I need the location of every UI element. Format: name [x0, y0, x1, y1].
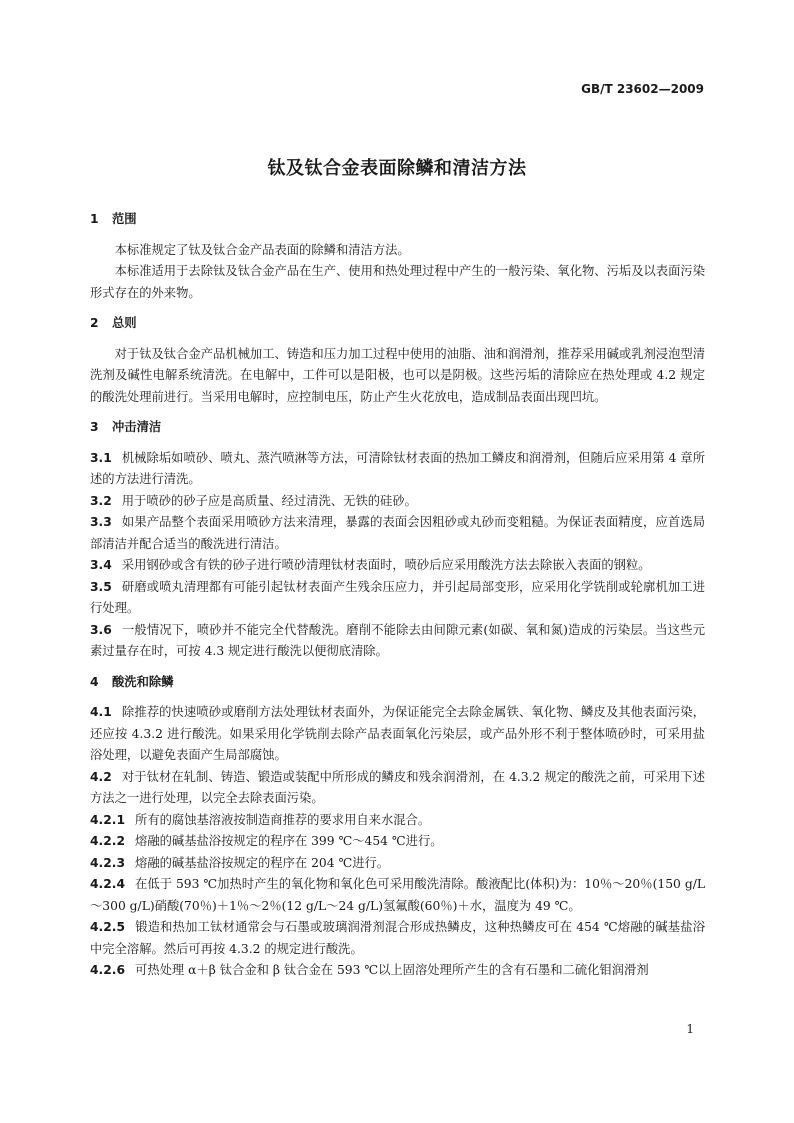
clause-3-3: 3.3 如果产品整个表面采用喷砂方法来清理，暴露的表面会因粗砂或丸砂而变粗糙。为保证表面精度，应首选局部清洁并配合适当的酸洗进行清洁。 — [90, 515, 705, 551]
clause-4-1: 4.1 除推荐的快速喷砂或磨削方法处理钛材表面外，为保证能完全去除金属铁、氧化物、鳞皮及其他表面污染，还应按 4.3.2 进行酸洗。如果采用化学铣削去除产品表面氧化污染层，或产品外形不利于整体喷砂时，可采用盐浴处理，以避免表面产生局部腐蚀。 — [90, 705, 705, 762]
section-heading-3: 3 冲击清洁 — [90, 420, 162, 434]
clause-4-2-6: 4.2.6 可热处理 α＋β 钛合金和 β 钛合金在 593 ℃以上固溶处理所产生的含有石墨和二硫化钼润滑剂 — [90, 963, 649, 977]
clause-3-5: 3.5 研磨或喷丸清理都有可能引起钛材表面产生残余压应力，并引起局部变形，应采用化学铣削或轮廓机加工进行处理。 — [90, 579, 705, 615]
paragraph: 本标准规定了钛及钛合金产品表面的除鳞和清洁方法。 — [114, 242, 410, 257]
document-body — [90, 209, 705, 982]
paragraph: 本标准适用于去除钛及钛合金产品在生产、使用和热处理过程中产生的一般污染、氧化物、污垢及以表面污染形式存在的外来物。 — [90, 264, 705, 300]
section-heading-1: 1 范围 — [90, 212, 137, 226]
paragraph: 对于钛及钛合金产品机械加工、铸造和压力加工过程中使用的油脂、油和润滑剂，推荐采用碱或乳剂浸泡型清洗剂及碱性电解系统清洗。在电解中，工件可以是阳极，也可以是阴极。这些污垢的清除应在热处理或 4.2 规定的酸洗处理前进行。当采用电解时，应控制电压，防止产生火花放电，造成制品表面出现凹坑。 — [90, 346, 705, 404]
clause-3-4: 3.4 采用钢砂或含有铁的砂子进行喷砂清理钛材表面时，喷砂后应采用酸洗方法去除嵌入表面的钢粒。 — [90, 558, 651, 572]
section-heading-2: 2 总则 — [90, 316, 137, 330]
clause-4-2-5: 4.2.5 锻造和热加工钛材通常会与石墨或玻璃润滑剂混合形成热鳞皮，这种热鳞皮可在 454 ℃熔融的碱基盐浴中完全溶解。然后可再按 4.3.2 的规定进行酸洗。 — [90, 920, 705, 956]
clause-3-1: 3.1 机械除垢如喷砂、喷丸、蒸汽喷淋等方法，可清除钛材表面的热加工鳞皮和润滑剂，但随后应采用第 4 章所述的方法进行清洗。 — [90, 450, 705, 486]
clause-3-6: 3.6 一般情况下，喷砂并不能完全代替酸洗。磨削不能除去由间隙元素(如碳、氧和氮)造成的污染层。当这些元素过量存在时，可按 4.3 规定进行酸洗以便彻底清除。 — [90, 622, 705, 658]
page-number: 1 — [686, 1022, 694, 1036]
standard-number: GB/T 23602—2009 — [581, 82, 704, 96]
clause-4-2-3: 4.2.3 熔融的碱基盐浴按规定的程序在 204 ℃进行。 — [90, 855, 390, 870]
clause-4-2-2: 4.2.2 熔融的碱基盐浴按规定的程序在 399 ℃～454 ℃进行。 — [90, 834, 443, 848]
clause-4-2: 4.2 对于钛材在轧制、铸造、锻造或装配中所形成的鳞皮和残余润滑剂，在 4.3.2 规定的酸洗之前，可采用下述方法之一进行处理，以完全去除表面污染。 — [90, 769, 705, 805]
clause-4-2-1: 4.2.1 所有的腐蚀基溶液按制造商推荐的要求用自来水混合。 — [90, 812, 431, 827]
clause-4-2-4: 4.2.4 在低于 593 ℃加热时产生的氧化物和氧化色可采用酸洗清除。酸液配比(体积)为：10％～20％(150 g/L～300 g/L)硝酸(70％)＋1％～2％(12 g/L～24 g/L)氢氟酸(60％)＋水，温度为 49 ℃。 — [90, 877, 705, 913]
clause-3-2: 3.2 用于喷砂的砂子应是高质量、经过清洗、无铁的硅砂。 — [90, 493, 417, 508]
section-heading-4: 4 酸洗和除鳞 — [90, 674, 174, 689]
document-title: 钛及钛合金表面除鳞和清洁方法 — [267, 158, 527, 179]
